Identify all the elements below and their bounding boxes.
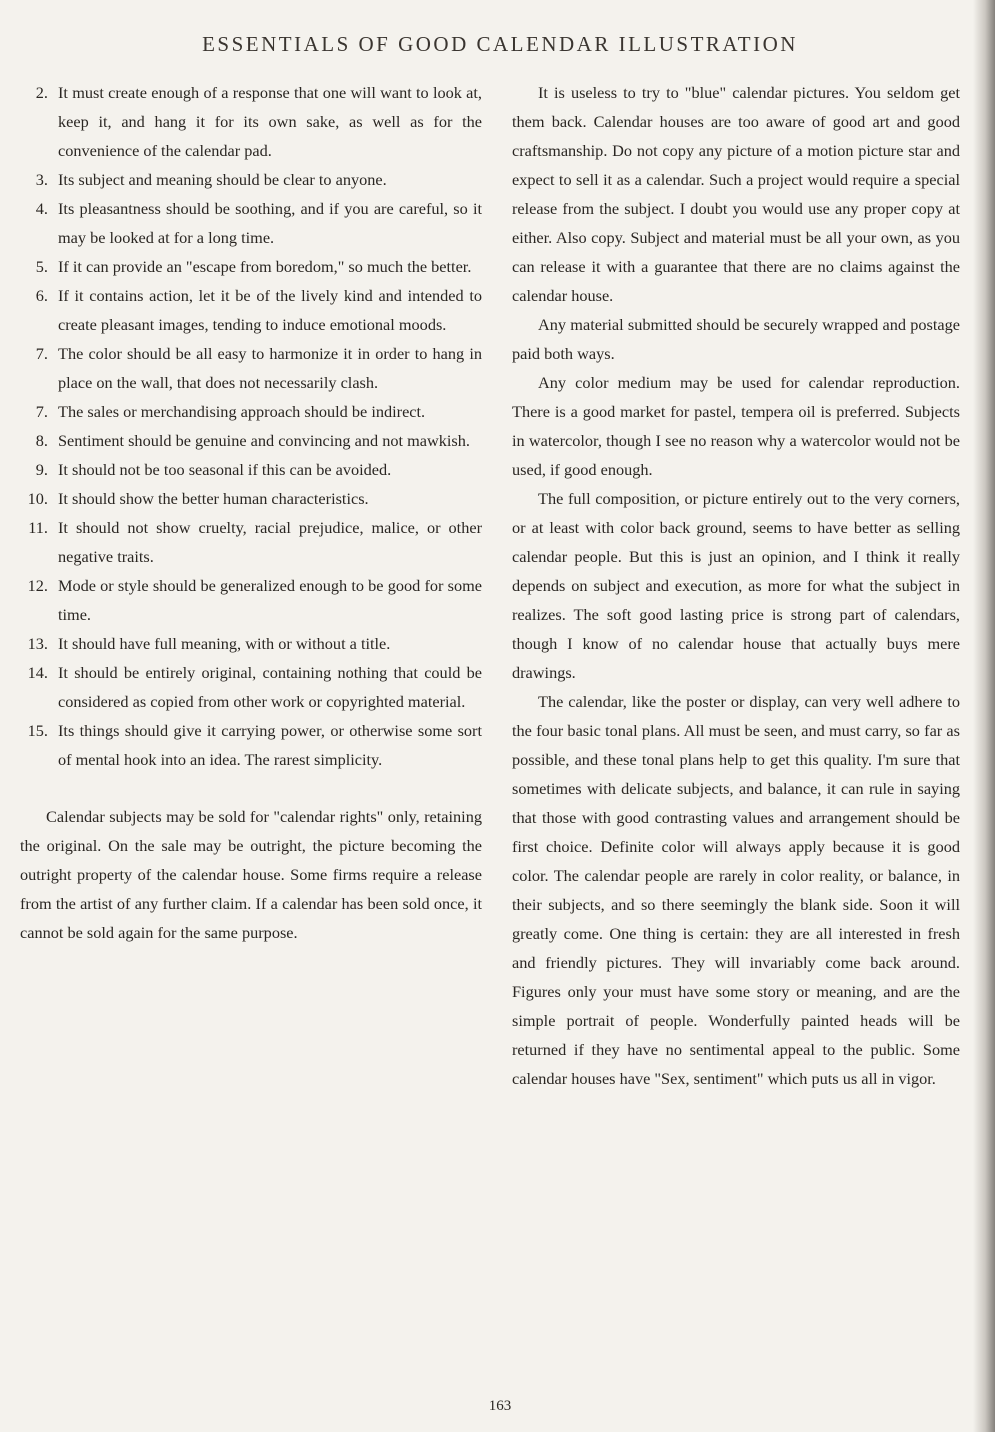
rule-text: The sales or merchandising approach should be indirect. [58,402,426,421]
left-column [20,78,482,947]
rule-number: 8. [35,431,48,450]
right-column [512,78,960,1093]
rule-text: It should not show cruelty, racial prejudice, malice, or other negative traits. [58,518,482,566]
rule-number: 11. [28,518,48,537]
rule-text: Its pleasantness should be soothing, and if you are careful, so it may be looked at for a long time. [58,199,482,247]
rule-item [20,716,482,774]
right-paragraph: The calendar, like the poster or display, can very well adhere to the four basic tonal plans. All must be seen, and must carry, so far as possible, and these tonal plans help to get this quality. I'm sure that sometimes with delicate subjects, and balance, it can rule in saying that those with good contrasting values and arrangement should be first choice. Definite color will always apply because it is good color. The calendar people are rarely in color reality, or balance, in their subjects, and so there seemingly the blank side. Soon it will greatly come. One thing is certain: they are all interested in fresh and friendly pictures. They will invariably come back around. Figures only your must have some story or meaning, and are the simple portrait of people. Wonderfully painted heads will be returned if they have no sentimental appeal to the public. Some calendar houses have "Sex, sentiment" which puts us all in vigor. [512,692,960,1088]
rule-number: 10. [27,489,48,508]
right-paragraph: Any material submitted should be securely wrapped and postage paid both ways. [512,315,960,363]
rule-number: 5. [35,257,48,276]
rule-number: 4. [35,199,48,218]
rule-item [20,455,482,484]
rule-number: 7. [35,344,48,363]
rule-number: 3. [35,170,48,189]
right-paragraph: It is useless to try to "blue" calendar pictures. You seldom get them back. Calendar houses are too aware of good art and good craftsmanship. Do not copy any picture of a motion picture star and expect to sell it as a calendar. Such a project would require a special release from the subject. I doubt you would use any proper copy at either. Also copy. Subject and material must be all your own, as you can release it with a guarantee that there are no claims against the calendar house. [512,83,960,305]
rule-number: 7. [35,402,48,421]
rule-text: The color should be all easy to harmonize it in order to hang in place on the wall, that does not necessarily clash. [58,344,482,392]
right-paragraph: The full composition, or picture entirely out to the very corners, or at least with color back ground, seems to have better as selling calendar people. But this is just an opinion, and I think it really depends on subject and execution, as more for what the subject in realizes. The soft good lasting price is strong part of calendars, though I know of no calendar house that actually buys mere drawings. [512,489,960,682]
rule-item [20,339,482,397]
rule-number: 9. [35,460,48,479]
left-paragraph: Calendar subjects may be sold for "calendar rights" only, retaining the original. On the sale may be outright, the picture becoming the outright property of the calendar house. Some firms require a release from the artist of any further claim. If a calendar has been sold once, it cannot be sold again for the same purpose. [20,807,482,942]
rule-number: 13. [27,634,48,653]
rule-item [20,397,482,426]
rule-item [20,484,482,513]
rule-item [20,165,482,194]
rule-item [20,78,482,165]
right-paragraph: Any color medium may be used for calendar reproduction. There is a good market for pastel, tempera oil is preferred. Subjects in watercolor, though I see no reason why a watercolor would not be used, if good enough. [512,373,960,479]
rules-list [20,78,482,774]
rule-text: It should show the better human characteristics. [58,489,369,508]
rule-number: 14. [27,663,48,682]
rule-text: It must create enough of a response that one will want to look at, keep it, and hang it for its own sake, as well as for the convenience of the calendar pad. [58,83,482,160]
rule-item [20,658,482,716]
rule-text: Its things should give it carrying power, or otherwise some sort of mental hook into an idea. The rarest simplicity. [58,721,482,769]
page-number: 163 [488,1398,512,1414]
rule-item [20,513,482,571]
rule-number: 15. [27,721,48,740]
rule-text: Sentiment should be genuine and convincing and not mawkish. [58,431,470,450]
rule-item [20,629,482,658]
rule-text: Its subject and meaning should be clear to anyone. [58,170,387,189]
rule-text: Mode or style should be generalized enough to be good for some time. [58,576,482,624]
page-header: ESSENTIALS OF GOOD CALENDAR ILLUSTRATION [202,32,798,56]
rule-text: If it can provide an "escape from boredom," so much the better. [58,257,472,276]
rule-item [20,252,482,281]
rule-item [20,281,482,339]
rule-text: It should be entirely original, containing nothing that could be considered as copied from other work or copyrighted material. [58,663,482,711]
rule-item [20,571,482,629]
rule-item [20,426,482,455]
rule-item [20,194,482,252]
page-edge-shadow [973,0,995,1432]
rule-number: 6. [35,286,48,305]
rule-text: It should have full meaning, with or without a title. [58,634,391,653]
rule-number: 2. [35,83,48,102]
rule-number: 12. [27,576,48,595]
rule-text: It should not be too seasonal if this can be avoided. [58,460,392,479]
rule-text: If it contains action, let it be of the lively kind and intended to create pleasant images, tending to induce emotional moods. [58,286,482,334]
